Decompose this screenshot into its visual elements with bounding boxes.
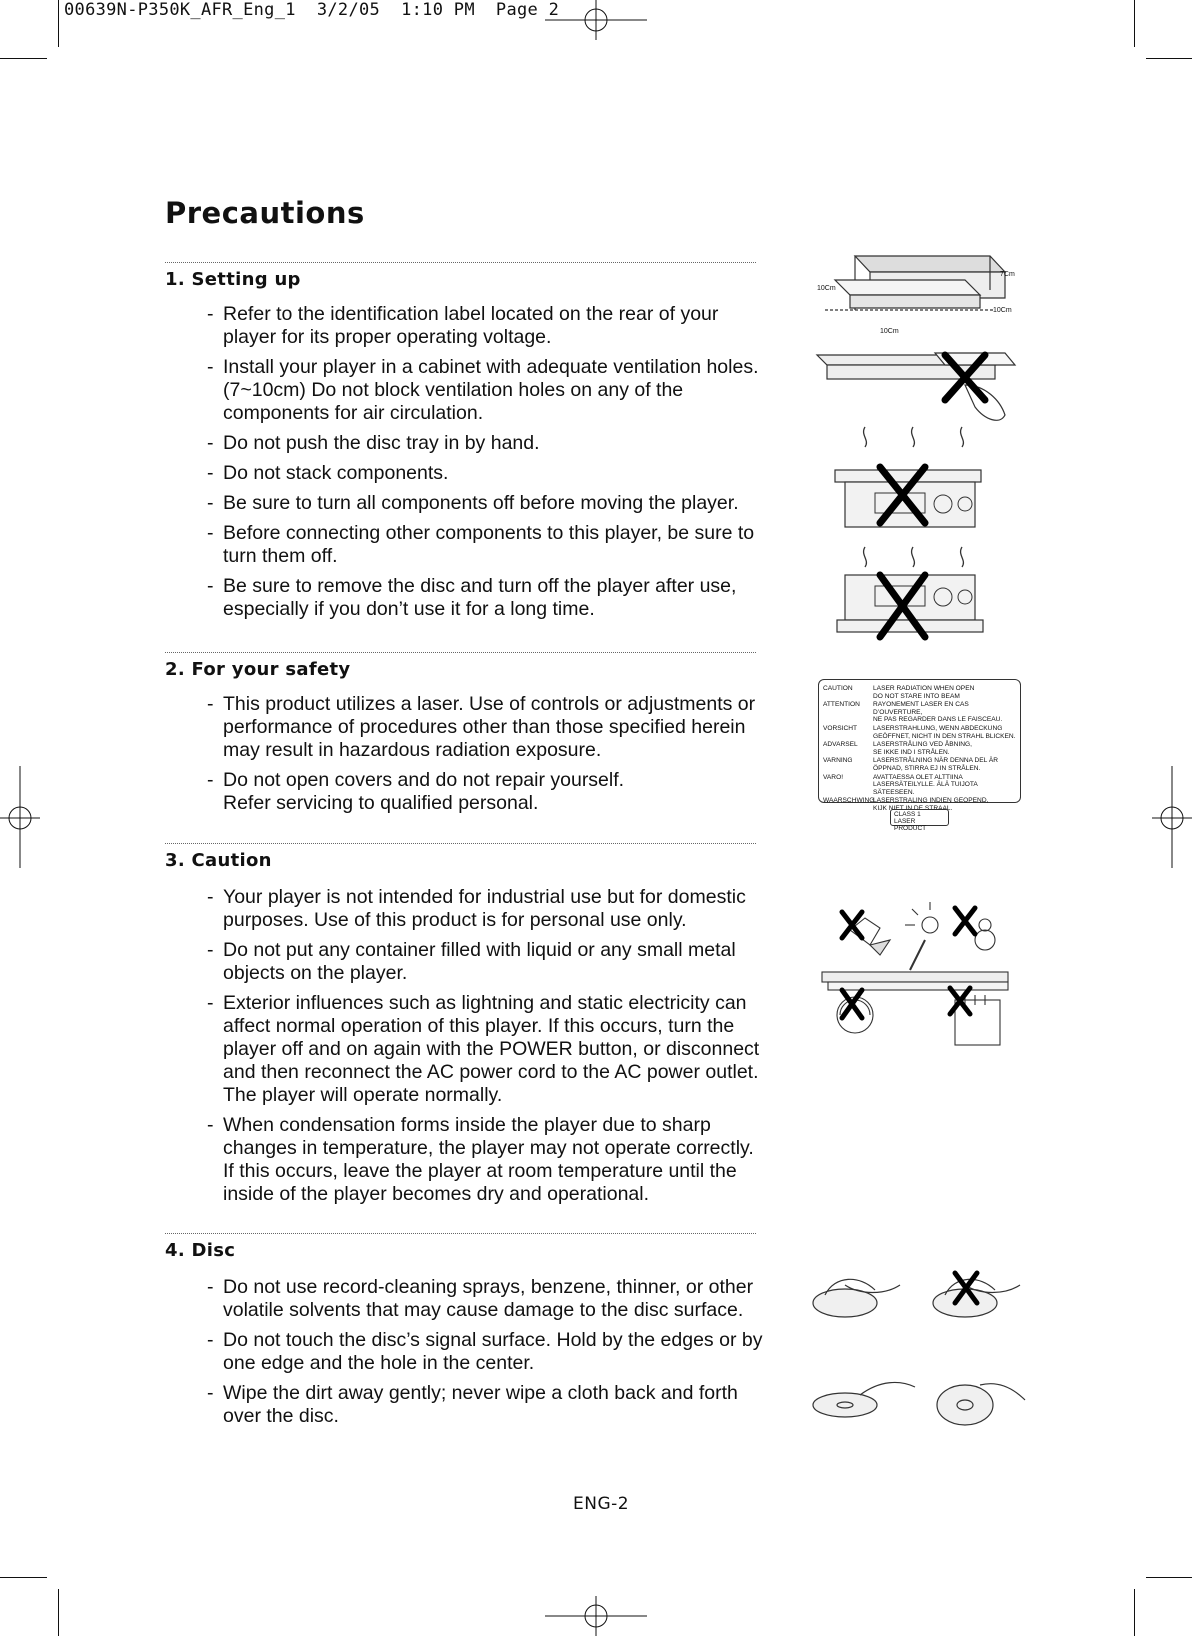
bullet-list [165, 303, 765, 621]
dim-label: 10Cm [993, 307, 1012, 314]
list-item: - Be sure to remove the disc and turn off the player after use, especially if you don’t use it for a long time. [165, 575, 765, 621]
list-item: - Be sure to turn all components off before moving the player. [165, 492, 765, 515]
list-item: - Do not put any container filled with liquid or any small metal objects on the player. [165, 939, 765, 985]
list-item: - Wipe the dirt away gently; never wipe a cloth back and forth over the disc. [165, 1382, 765, 1428]
section-safety [165, 659, 765, 822]
section-divider [165, 262, 756, 263]
list-item: - Do not use record-cleaning sprays, benzene, thinner, or other volatile solvents that may cause damage to the disc surface. [165, 1276, 765, 1322]
ventilation-illustration [815, 250, 1025, 340]
dim-label: 7Cm [1000, 271, 1015, 278]
list-item: - Do not open covers and do not repair yourself. Refer servicing to qualified personal. [165, 769, 765, 815]
bullet-list [165, 693, 765, 815]
section-disc [165, 1240, 765, 1435]
list-item: - Do not push the disc tray in by hand. [165, 432, 765, 455]
stacking-illustration [825, 425, 1005, 645]
section-heading: 4. Disc [165, 1240, 236, 1261]
dim-label: 10Cm [817, 285, 836, 292]
label-row: ADVARSEL LASERSTRÅLING VED ÅBNING, SE IKKE IND I STRÅLEN. [823, 741, 972, 756]
bullet-list [165, 1276, 765, 1428]
list-item: - Before connecting other components to this player, be sure to turn them off. [165, 522, 765, 568]
list-item: - Do not touch the disc’s signal surface. Hold by the edges or by one edge and the hole in the center. [165, 1329, 765, 1375]
section-heading: 3. Caution [165, 850, 272, 871]
section-heading: 2. For your safety [165, 659, 351, 680]
label-row: ATTENTION RAYONEMENT LASER EN CAS D’OUVERTURE, NE PAS REGARDER DANS LE FAISCEAU. [823, 701, 1003, 724]
label-row: VORSICHT LASERSTRAHLUNG, WENN ABDECKUNG GEÖFFNET, NICHT IN DEN STRAHL BLICKEN. [823, 724, 1016, 740]
section-divider [165, 843, 756, 844]
list-item: - Exterior influences such as lightning and static electricity can affect normal operation of this player. If this occurs, turn the player off and on again with the POWER button, or disconnect and then reconnect the AC power cord to the AC power outlet. The player will operate normally. [165, 992, 765, 1107]
page-title: Precautions [165, 196, 365, 230]
tray-push-illustration [815, 345, 1025, 430]
label-row: WAARSCHWING LASERSTRALING INDIEN GEOPEND, KIJK NIET IN DE STRAAL. [823, 797, 989, 812]
page-number: ENG-2 [573, 1494, 630, 1514]
section-caution [165, 850, 765, 1213]
list-item: - Install your player in a cabinet with adequate ventilation holes. (7~10cm) Do not block ventilation holes on any of the components for air circulation. [165, 356, 765, 425]
section-heading: 1. Setting up [165, 269, 301, 290]
bullet-list [165, 886, 765, 1206]
section-setting-up [165, 269, 765, 628]
class-1-laser-badge: CLASS 1 LASER PRODUCT [890, 809, 949, 826]
section-divider [165, 652, 756, 653]
print-slug: 00639N-P350K_AFR_Eng_1 3/2/05 1:10 PM Page 2 [64, 0, 560, 20]
laser-warning-label [818, 679, 1021, 812]
list-item: - This product utilizes a laser. Use of controls or adjustments or performance of procedures other than those specified herein may result in hazardous radiation exposure. [165, 693, 765, 762]
label-row: VARO! AVATTAESSA OLET ALTTIINA LASERSÄTEILYLLE. ÄLÄ TUIJOTA SÄTEESEEN. [823, 773, 978, 796]
label-row: VARNING LASERSTRÅLNING NÄR DENNA DEL ÄR ÖPPNAD, STIRRA EJ IN STRÅLEN. [823, 757, 999, 772]
section-divider [165, 1233, 756, 1234]
list-item: - Your player is not intended for industrial use but for domestic purposes. Use of this product is for personal use only. [165, 886, 765, 932]
list-item: - Do not stack components. [165, 462, 765, 485]
list-item: - When condensation forms inside the player due to sharp changes in temperature, the player may not operate correctly. If this occurs, leave the player at room temperature until the inside of the player becomes dry and operational. [165, 1114, 765, 1206]
disc-handling-illustration [805, 1265, 1035, 1445]
label-row: CAUTION LASER RADIATION WHEN OPEN DO NOT STARE INTO BEAM [823, 685, 975, 700]
caution-illustration [820, 900, 1020, 1050]
list-item: - Refer to the identification label located on the rear of your player for its proper operating voltage. [165, 303, 765, 349]
dim-label: 10Cm [880, 328, 899, 335]
